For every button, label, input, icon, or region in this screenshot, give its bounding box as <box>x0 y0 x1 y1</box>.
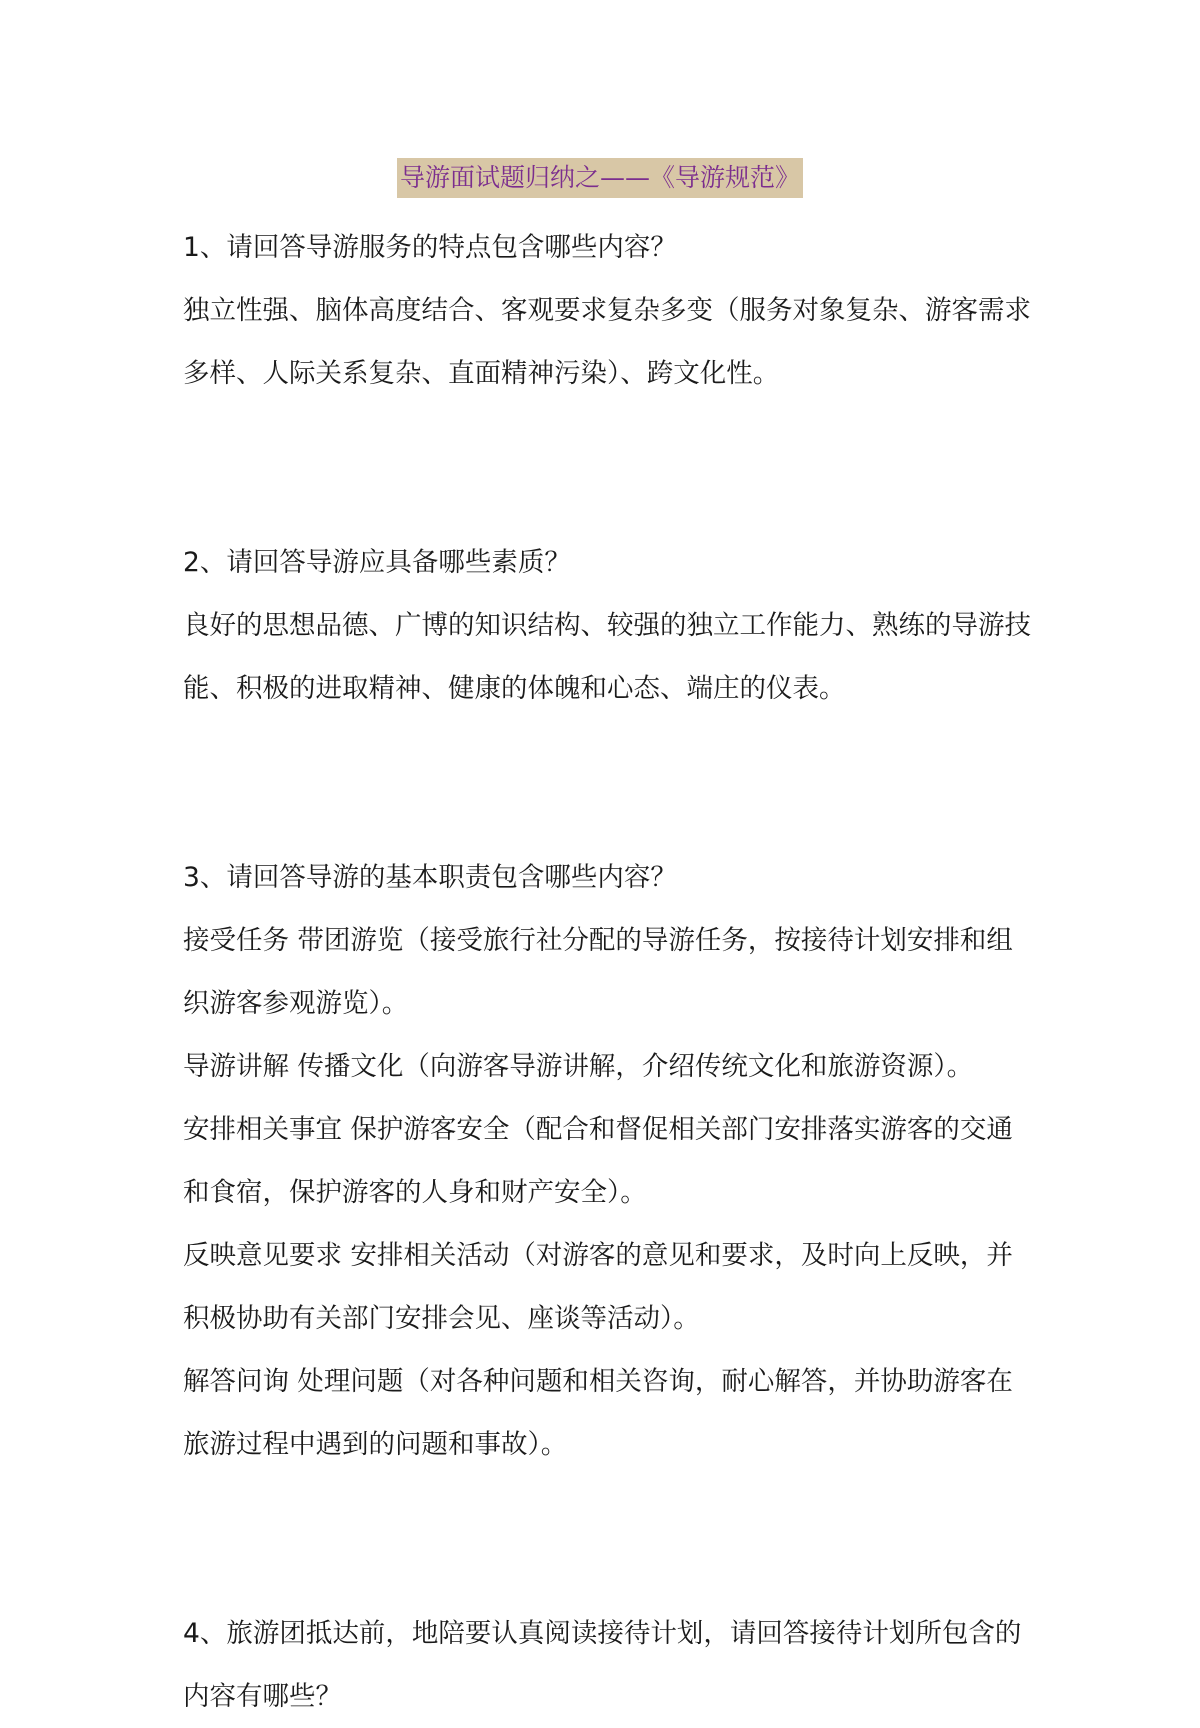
answer-3-item-4: 反映意见要求 安排相关活动（对游客的意见和要求，及时向上反映，并积极协助有关部门安排会见、座谈等活动）。 <box>183 1240 1013 1334</box>
answer-3-item-5: 解答问询 处理问题（对各种问题和相关咨询，耐心解答，并协助游客在旅游过程中遇到的问题和事故）。 <box>183 1366 1013 1460</box>
answer-3-item-1: 接受任务 带团游览（接受旅行社分配的导游任务，按接待计划安排和组织游客参观游览）。 <box>183 925 1013 1019</box>
section-spacer <box>183 405 1033 531</box>
document-body <box>183 216 1033 1728</box>
answer-2: 良好的思想品德、广博的知识结构、较强的独立工作能力、熟练的导游技能、积极的进取精神、健康的体魄和心态、端庄的仪表。 <box>183 610 1031 704</box>
answer-1: 独立性强、脑体高度结合、客观要求复杂多变（服务对象复杂、游客需求多样、人际关系复杂、直面精神污染）、跨文化性。 <box>183 295 1031 389</box>
question-4: 4、旅游团抵达前，地陪要认真阅读接待计划，请回答接待计划所包含的内容有哪些？ <box>183 1618 1022 1712</box>
section-spacer <box>183 1476 1033 1602</box>
title-block <box>0 158 1200 198</box>
question-1: 1、请回答导游服务的特点包含哪些内容？ <box>183 232 677 263</box>
question-2: 2、请回答导游应具备哪些素质？ <box>183 547 571 578</box>
section-spacer <box>183 720 1033 846</box>
answer-3-item-3: 安排相关事宜 保护游客安全（配合和督促相关部门安排落实游客的交通和食宿，保护游客的人身和财产安全）。 <box>183 1114 1013 1208</box>
document-title: 导游面试题归纳之——《导游规范》 <box>397 158 803 198</box>
answer-3-item-2: 导游讲解 传播文化（向游客导游讲解，介绍传统文化和旅游资源）。 <box>183 1051 974 1082</box>
question-3: 3、请回答导游的基本职责包含哪些内容？ <box>183 862 677 893</box>
